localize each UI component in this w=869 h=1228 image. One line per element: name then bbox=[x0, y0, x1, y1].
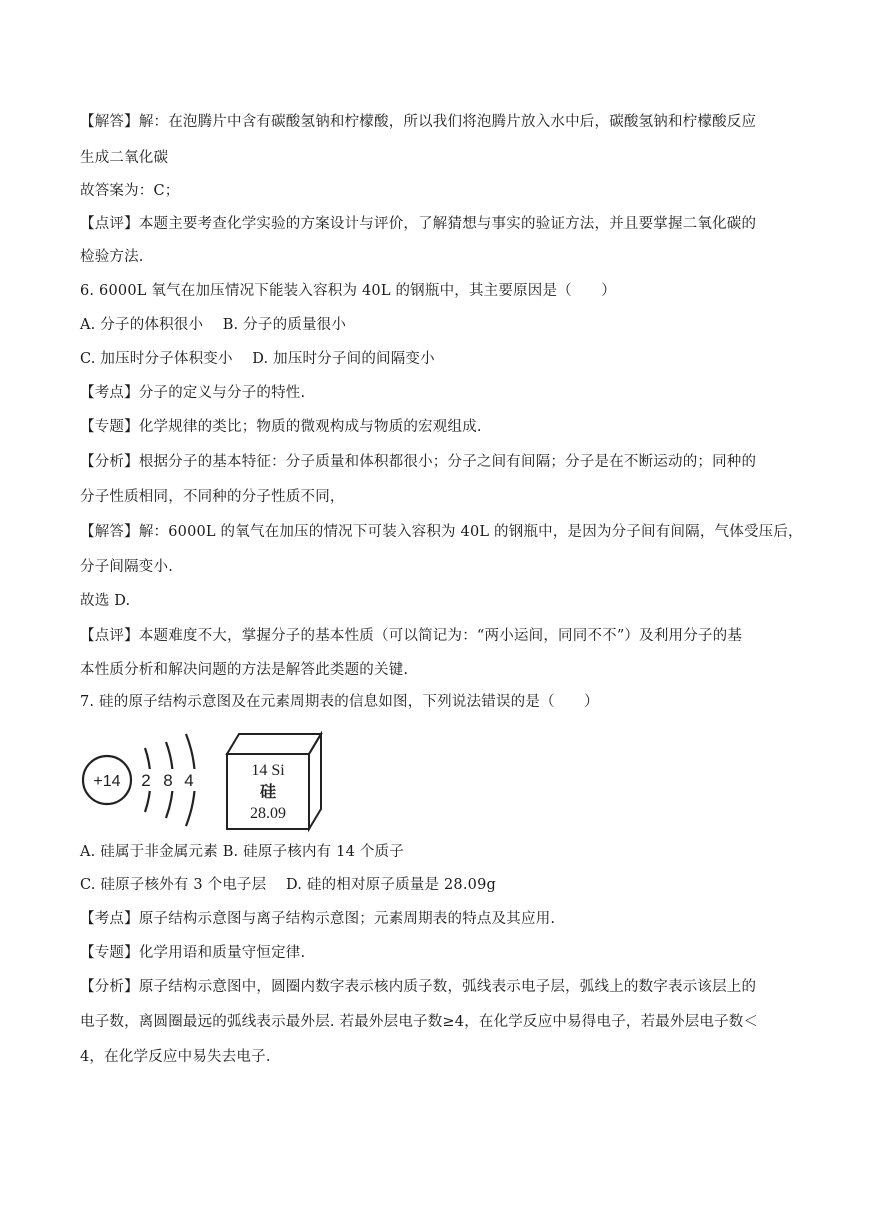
section-tag: 【解答】 bbox=[80, 524, 139, 540]
line-text: 7. 硅的原子结构示意图及在元素周期表的信息如图，下列说法错误的是（ ） bbox=[80, 694, 599, 710]
text-line bbox=[80, 112, 756, 132]
silicon-figure bbox=[80, 724, 340, 834]
line-text: 化学用语和质量守恒定律. bbox=[138, 945, 306, 961]
line-text: 解：在泡腾片中含有碳酸氢钠和柠檬酸，所以我们将泡腾片放入水中后，碳酸氢钠和柠檬酸反应 bbox=[138, 114, 757, 130]
line-text: 故选 D. bbox=[80, 593, 131, 609]
section-tag: 【专题】 bbox=[80, 945, 139, 961]
section-tag: 【点评】 bbox=[80, 216, 139, 232]
text-line bbox=[80, 522, 803, 542]
section-tag: 【分析】 bbox=[80, 454, 139, 470]
text-line bbox=[80, 417, 482, 437]
shell-electron-count: 4 bbox=[184, 771, 194, 790]
atomic-structure-diagram bbox=[83, 734, 218, 826]
element-number-symbol: 14 Si bbox=[251, 762, 285, 779]
shell-electron-count: 2 bbox=[141, 771, 151, 790]
silicon-figure-svg bbox=[80, 724, 340, 834]
line-text: 电子数，离圆圈最远的弧线表示最外层. 若最外层电子数≥4，在化学反应中易得电子，若最外层电子数＜ bbox=[80, 1014, 759, 1030]
text-line bbox=[80, 626, 742, 646]
section-tag: 【分析】 bbox=[80, 979, 139, 995]
line-text: 分子间隔变小. bbox=[80, 559, 174, 575]
line-text: 生成二氧化碳 bbox=[80, 150, 169, 166]
text-line bbox=[80, 660, 408, 680]
text-line bbox=[80, 692, 599, 712]
element-name: 硅 bbox=[259, 782, 277, 801]
text-line bbox=[80, 557, 173, 577]
text-line bbox=[80, 591, 130, 611]
section-tag: 【专题】 bbox=[80, 419, 139, 435]
line-text: C. 加压时分子体积变小 D. 加压时分子间的间隔变小 bbox=[80, 351, 435, 367]
line-text: 本性质分析和解决问题的方法是解答此类题的关键. bbox=[80, 662, 409, 678]
nucleus-label: +14 bbox=[93, 773, 121, 790]
line-text: 本题难度不大，掌握分子的基本性质（可以简记为：“两小运间，同同不不”）及利用分子的基 bbox=[138, 628, 743, 644]
text-line bbox=[80, 977, 756, 997]
line-text: 原子结构示意图与离子结构示意图；元素周期表的特点及其应用. bbox=[138, 911, 556, 927]
line-text: 分子的定义与分子的特性. bbox=[138, 385, 306, 401]
text-line bbox=[80, 281, 616, 301]
line-text: 6. 6000L 氧气在加压情况下能装入容积为 40L 的钢瓶中，其主要原因是（ ） bbox=[80, 283, 616, 299]
text-line bbox=[80, 214, 756, 234]
text-line bbox=[80, 452, 756, 472]
text-line bbox=[80, 315, 346, 335]
line-text: 4，在化学反应中易失去电子. bbox=[80, 1049, 271, 1065]
element-mass: 28.09 bbox=[250, 805, 286, 822]
line-text: C. 硅原子核外有 3 个电子层 D. 硅的相对原子质量是 28.09g bbox=[80, 877, 496, 893]
cell-side-face bbox=[309, 734, 321, 829]
section-tag: 【解答】 bbox=[80, 114, 139, 130]
line-text: 分子性质相同，不同种的分子性质不同， bbox=[80, 489, 345, 505]
text-line bbox=[80, 1012, 758, 1032]
line-text: 故答案为：C； bbox=[80, 183, 180, 199]
section-tag: 【考点】 bbox=[80, 385, 139, 401]
periodic-table-cell bbox=[227, 734, 321, 829]
text-line bbox=[80, 383, 305, 403]
line-text: A. 分子的体积很小 B. 分子的质量很小 bbox=[80, 317, 347, 333]
line-text: 根据分子的基本特征：分子质量和体积都很小；分子之间有间隔；分子是在不断运动的；同种的 bbox=[138, 454, 757, 470]
section-tag: 【点评】 bbox=[80, 628, 139, 644]
text-line bbox=[80, 148, 168, 168]
line-text: 检验方法. bbox=[80, 249, 144, 265]
cell-top-face bbox=[227, 734, 321, 754]
line-text: 原子结构示意图中，圆圈内数字表示核内质子数，弧线表示电子层，弧线上的数字表示该层上的 bbox=[138, 979, 757, 995]
text-line bbox=[80, 247, 144, 267]
text-line bbox=[80, 875, 496, 895]
text-line bbox=[80, 943, 305, 963]
line-text: A. 硅属于非金属元素 B. 硅原子核内有 14 个质子 bbox=[80, 844, 404, 860]
line-text: 化学规律的类比；物质的微观构成与物质的宏观组成. bbox=[138, 419, 482, 435]
section-tag: 【考点】 bbox=[80, 911, 139, 927]
text-line bbox=[80, 1047, 271, 1067]
text-line bbox=[80, 349, 435, 369]
line-text: 解：6000L 的氧气在加压的情况下可装入容积为 40L 的钢瓶中，是因为分子间有间隔，气体受压后， bbox=[138, 524, 803, 540]
text-line bbox=[80, 909, 555, 929]
text-line bbox=[80, 181, 180, 201]
text-line bbox=[80, 487, 345, 507]
text-line bbox=[80, 842, 404, 862]
shell-electron-count: 8 bbox=[163, 771, 173, 790]
line-text: 本题主要考查化学实验的方案设计与评价，了解猜想与事实的验证方法，并且要掌握二氧化碳的 bbox=[138, 216, 757, 232]
